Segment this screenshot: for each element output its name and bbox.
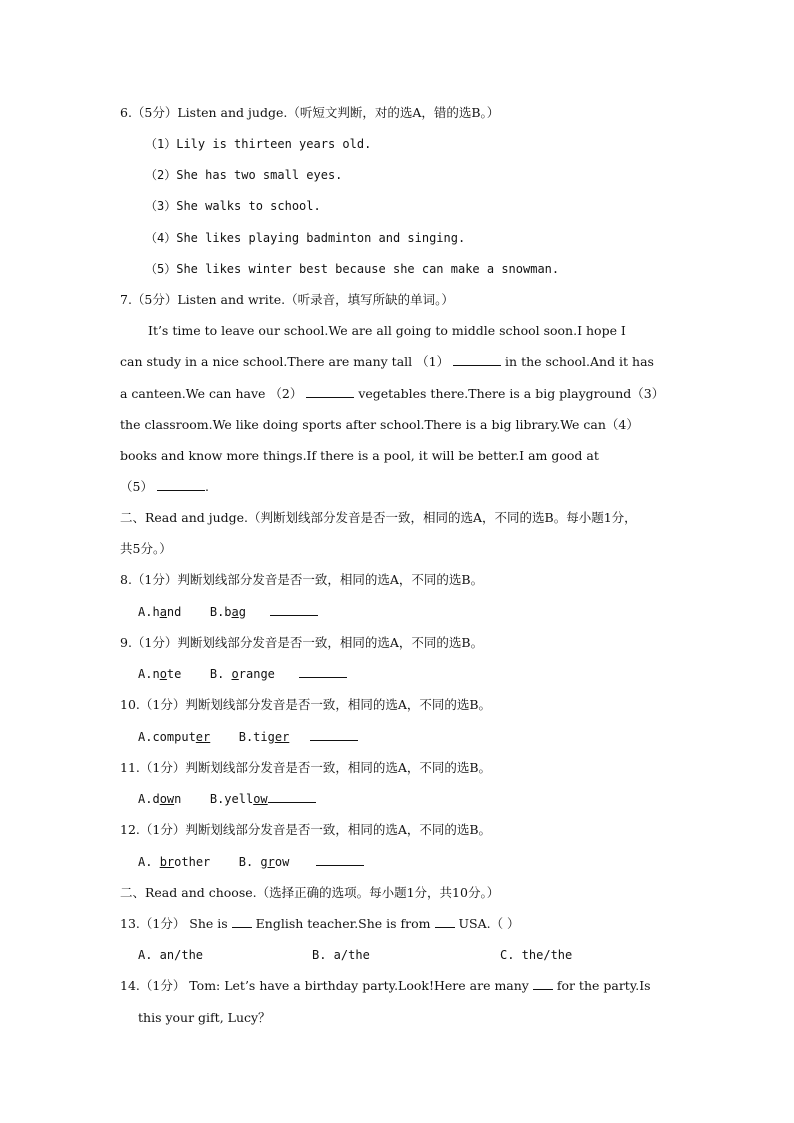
q10-options: A.computer B.tiger — [138, 729, 358, 745]
q13-option-c[interactable]: C. the/the — [500, 948, 573, 962]
q7-line-1: It’s time to leave our school.We are all going to middle school soon.I hope I — [148, 323, 626, 338]
q7-line-2-text: can study in a nice school.There are many tall （1） — [120, 354, 450, 369]
q7-line-3 — [120, 386, 664, 402]
q10-title: 10.（1分）判断划线部分发音是否一致，相同的选A，不同的选B。 — [120, 697, 492, 712]
q13-blank-2[interactable] — [435, 916, 455, 928]
q6-item-3: （3）She walks to school. — [145, 199, 321, 213]
q13-text: 13.（1分） She is English teacher.She is from USA.（ ） — [120, 916, 520, 931]
q7-line-3-text: a canteen.We can have （2） — [120, 386, 303, 401]
q6-item-1: （1）Lily is thirteen years old. — [145, 137, 372, 151]
q6-title: 6.（5分）Listen and judge.（听短文判断，对的选A，错的选B。） — [120, 105, 500, 120]
q7-line-6-text: （5） — [120, 479, 153, 494]
q7-line-2 — [120, 354, 654, 370]
q9-options: A.note B. orange — [138, 666, 347, 682]
q11-options: A.down B.yellow — [138, 791, 316, 807]
q7-line-5: books and know more things.If there is a pool, it will be better.I am good at — [120, 448, 599, 463]
q11-title: 11.（1分）判断划线部分发音是否一致，相同的选A，不同的选B。 — [120, 760, 492, 775]
q9-answer-blank[interactable] — [299, 666, 347, 678]
q8-answer-blank[interactable] — [270, 604, 318, 616]
q10-answer-blank[interactable] — [310, 729, 358, 741]
q7-title: 7.（5分）Listen and write.（听录音，填写所缺的单词。） — [120, 292, 454, 307]
q12-options: A. brother B. grow — [138, 854, 364, 870]
q12-title: 12.（1分）判断划线部分发音是否一致，相同的选A，不同的选B。 — [120, 822, 492, 837]
q13-blank-1[interactable] — [232, 916, 252, 928]
q8-options: A.hand B.bag — [138, 604, 318, 620]
q7-line-3-tail: vegetables there.There is a big playground（3） — [358, 386, 665, 401]
q6-item-2: （2）She has two small eyes. — [145, 168, 343, 182]
q13-option-b[interactable]: B. a/the — [312, 948, 370, 962]
section-read-judge-title: 二、Read and judge.（判断划线部分发音是否一致，相同的选A，不同的选B。每小题1分， — [120, 510, 637, 525]
q8-title: 8.（1分）判断划线部分发音是否一致，相同的选A，不同的选B。 — [120, 572, 484, 587]
q13-option-a[interactable]: A. an/the — [138, 948, 204, 962]
q12-answer-blank[interactable] — [316, 854, 364, 866]
q9-title: 9.（1分）判断划线部分发音是否一致，相同的选A，不同的选B。 — [120, 635, 484, 650]
q14-text-2: this your gift, Lucy？ — [138, 1010, 271, 1025]
q7-blank-2[interactable] — [306, 386, 354, 398]
q7-line-4: the classroom.We like doing sports after school.There is a big library.We can（4） — [120, 417, 639, 432]
q14-text: 14.（1分） Tom: Let’s have a birthday party.Look!Here are many for the party.Is — [120, 978, 651, 993]
q6-item-4: （4）She likes playing badminton and singing. — [145, 231, 466, 245]
section-read-choose-title: 二、Read and choose.（选择正确的选项。每小题1分，共10分。） — [120, 885, 500, 900]
q7-line-6: （5） . — [120, 479, 209, 494]
q14-blank[interactable] — [533, 978, 553, 990]
q7-blank-1[interactable] — [453, 354, 501, 366]
q7-blank-5[interactable] — [157, 479, 205, 491]
section-read-judge-title-2: 共5分。） — [120, 541, 172, 556]
q11-answer-blank[interactable] — [268, 791, 316, 803]
q6-item-5: （5）She likes winter best because she can make a snowman. — [145, 262, 560, 276]
q7-line-2-tail: in the school.And it has — [505, 354, 654, 369]
